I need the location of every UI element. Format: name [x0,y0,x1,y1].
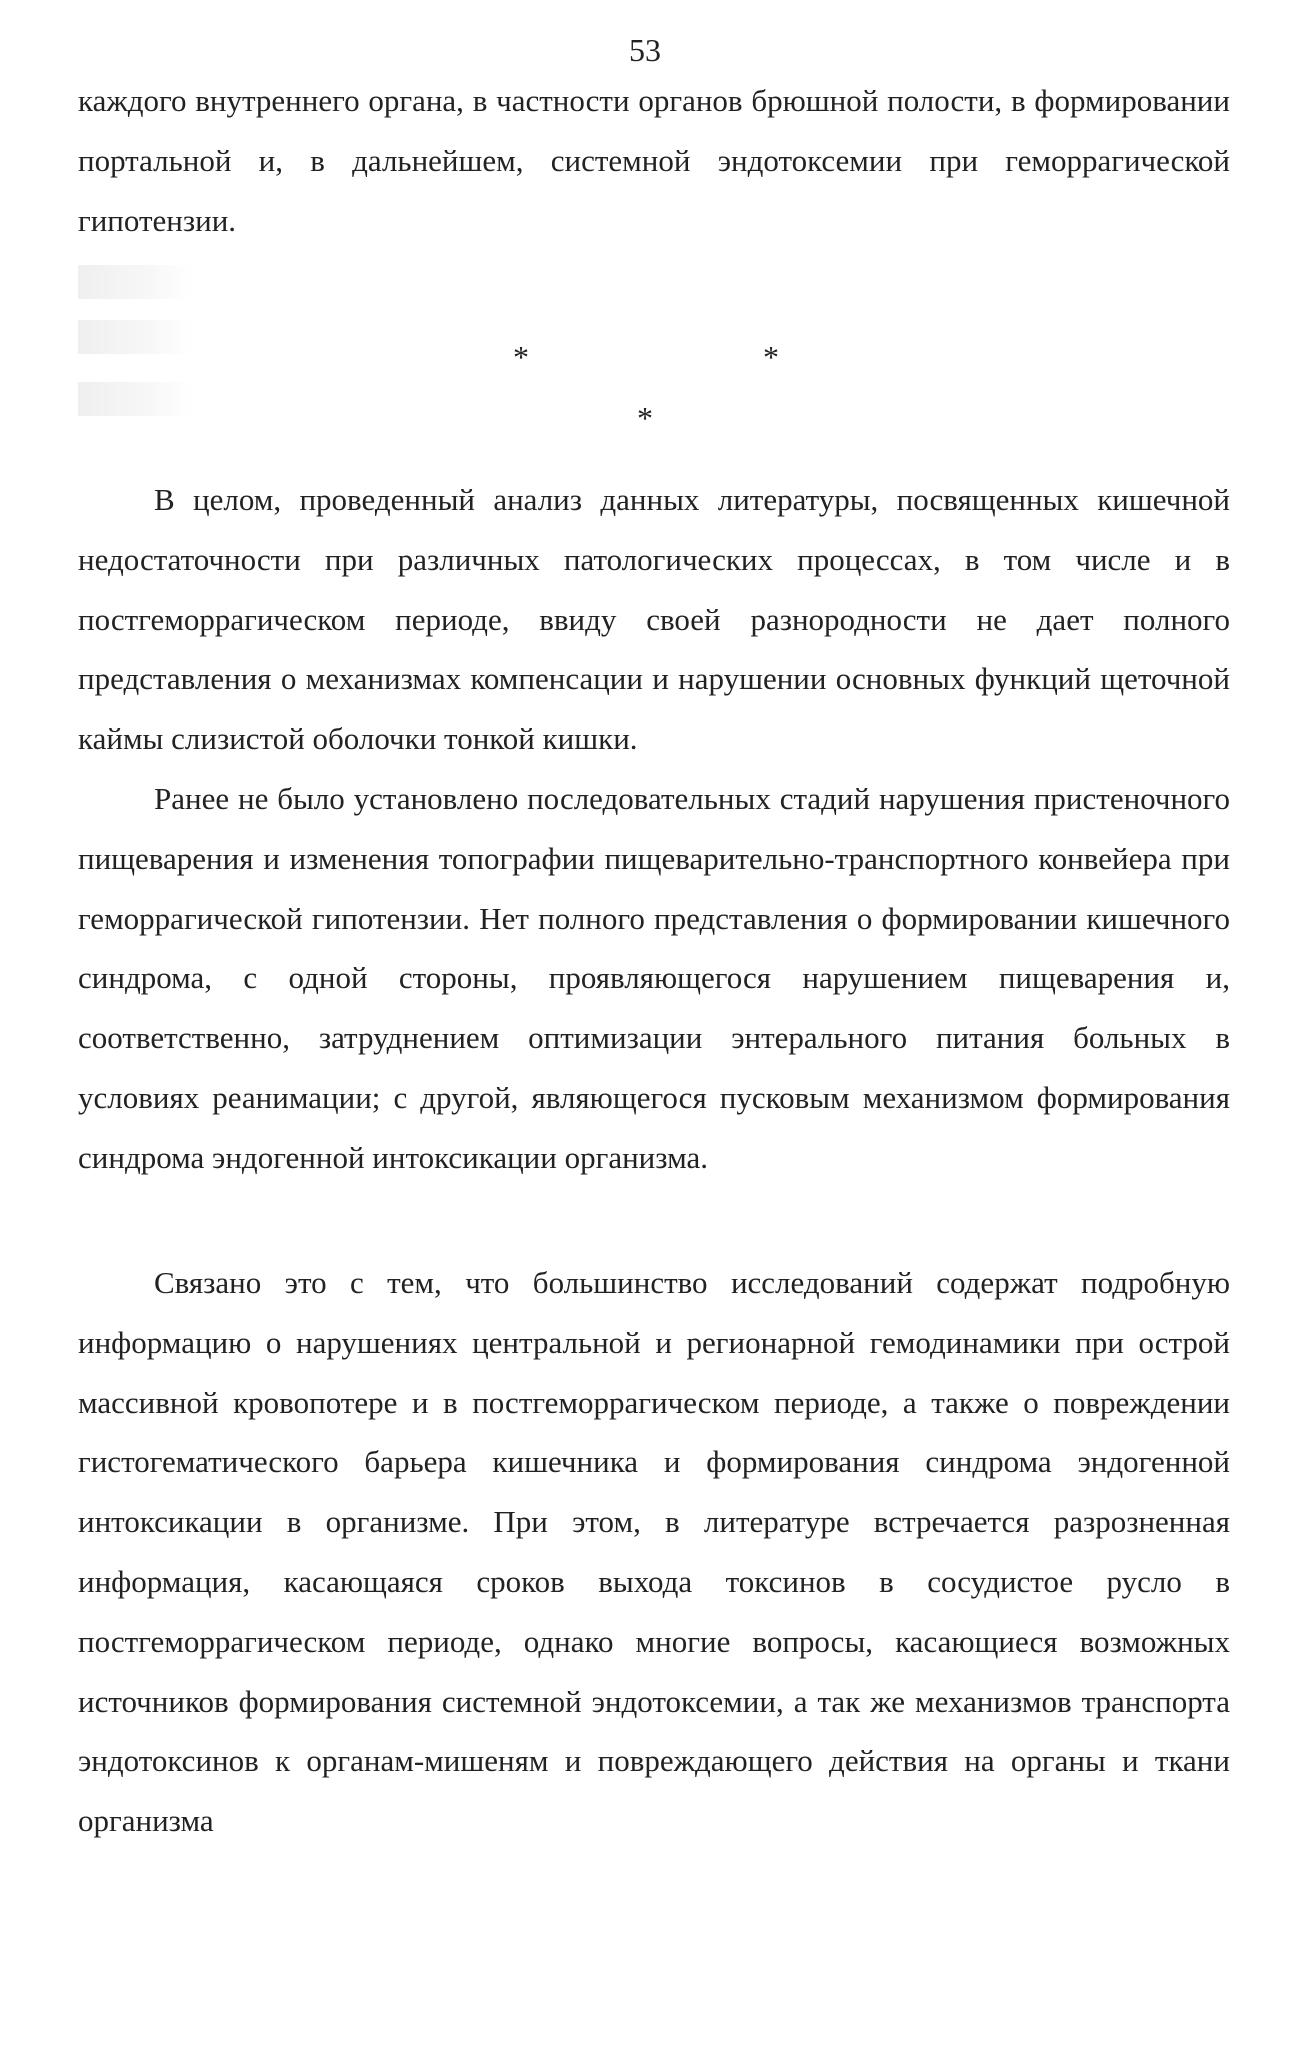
show-through-artifact [78,320,193,354]
body-paragraph: Ранее не было установлено последовательных стадий нарушения пристеночного пищеварения и изменения топографии пищеварительно-транспортного конвейера при геморрагической гипотензии. Нет полного представления о формировании кишечного синдрома, с одной стороны, проявляющегося нарушением пищеварения и, соответственно, затруднением оптимизации энтерального питания больных в условиях реанимации; с другой, являющегося пусковым механизмом формирования синдрома эндогенной интоксикации организма. [78,781,1230,1175]
body-paragraph: Связано это с тем, что большинство исследований содержат подробную информацию о нарушениях центральной и регионарной гемодинамики при острой массивной кровопотере и в постгеморрагическом периоде, а также о повреждении гистогематического барьера кишечника и формирования синдрома эндогенной интоксикации в организме. При этом, в литературе встречается разрозненная информация, касающаяся сроков выхода токсинов в сосудистое русло в постгеморрагическом периоде, однако многие вопросы, касающиеся возможных источников формирования системной эндотоксемии, а так же механизмов транспорта эндотоксинов к органам-мишеням и повреждающего действия на органы и ткани организма [78,1265,1230,1839]
intro-paragraph: каждого внутреннего органа, в частности органов брюшной полости, в формировании портальной и, в дальнейшем, системной эндотоксемии при геморрагической гипотензии. [78,83,1230,238]
section-separator-asterisk: * [763,339,779,375]
section-separator-asterisk: * [637,400,653,436]
section-separator-asterisk: * [513,339,529,375]
show-through-artifact [78,265,193,299]
body-paragraph: В целом, проведенный анализ данных литературы, посвященных кишечной недостаточности при различных патологических процессах, в том числе и в постгеморрагическом периоде, ввиду своей разнородности не дает полного представления о механизмах компенсации и нарушении основных функций щеточной каймы слизистой оболочки тонкой кишки. [78,482,1230,757]
show-through-artifact [78,382,193,416]
page-number: 53 [629,32,661,68]
